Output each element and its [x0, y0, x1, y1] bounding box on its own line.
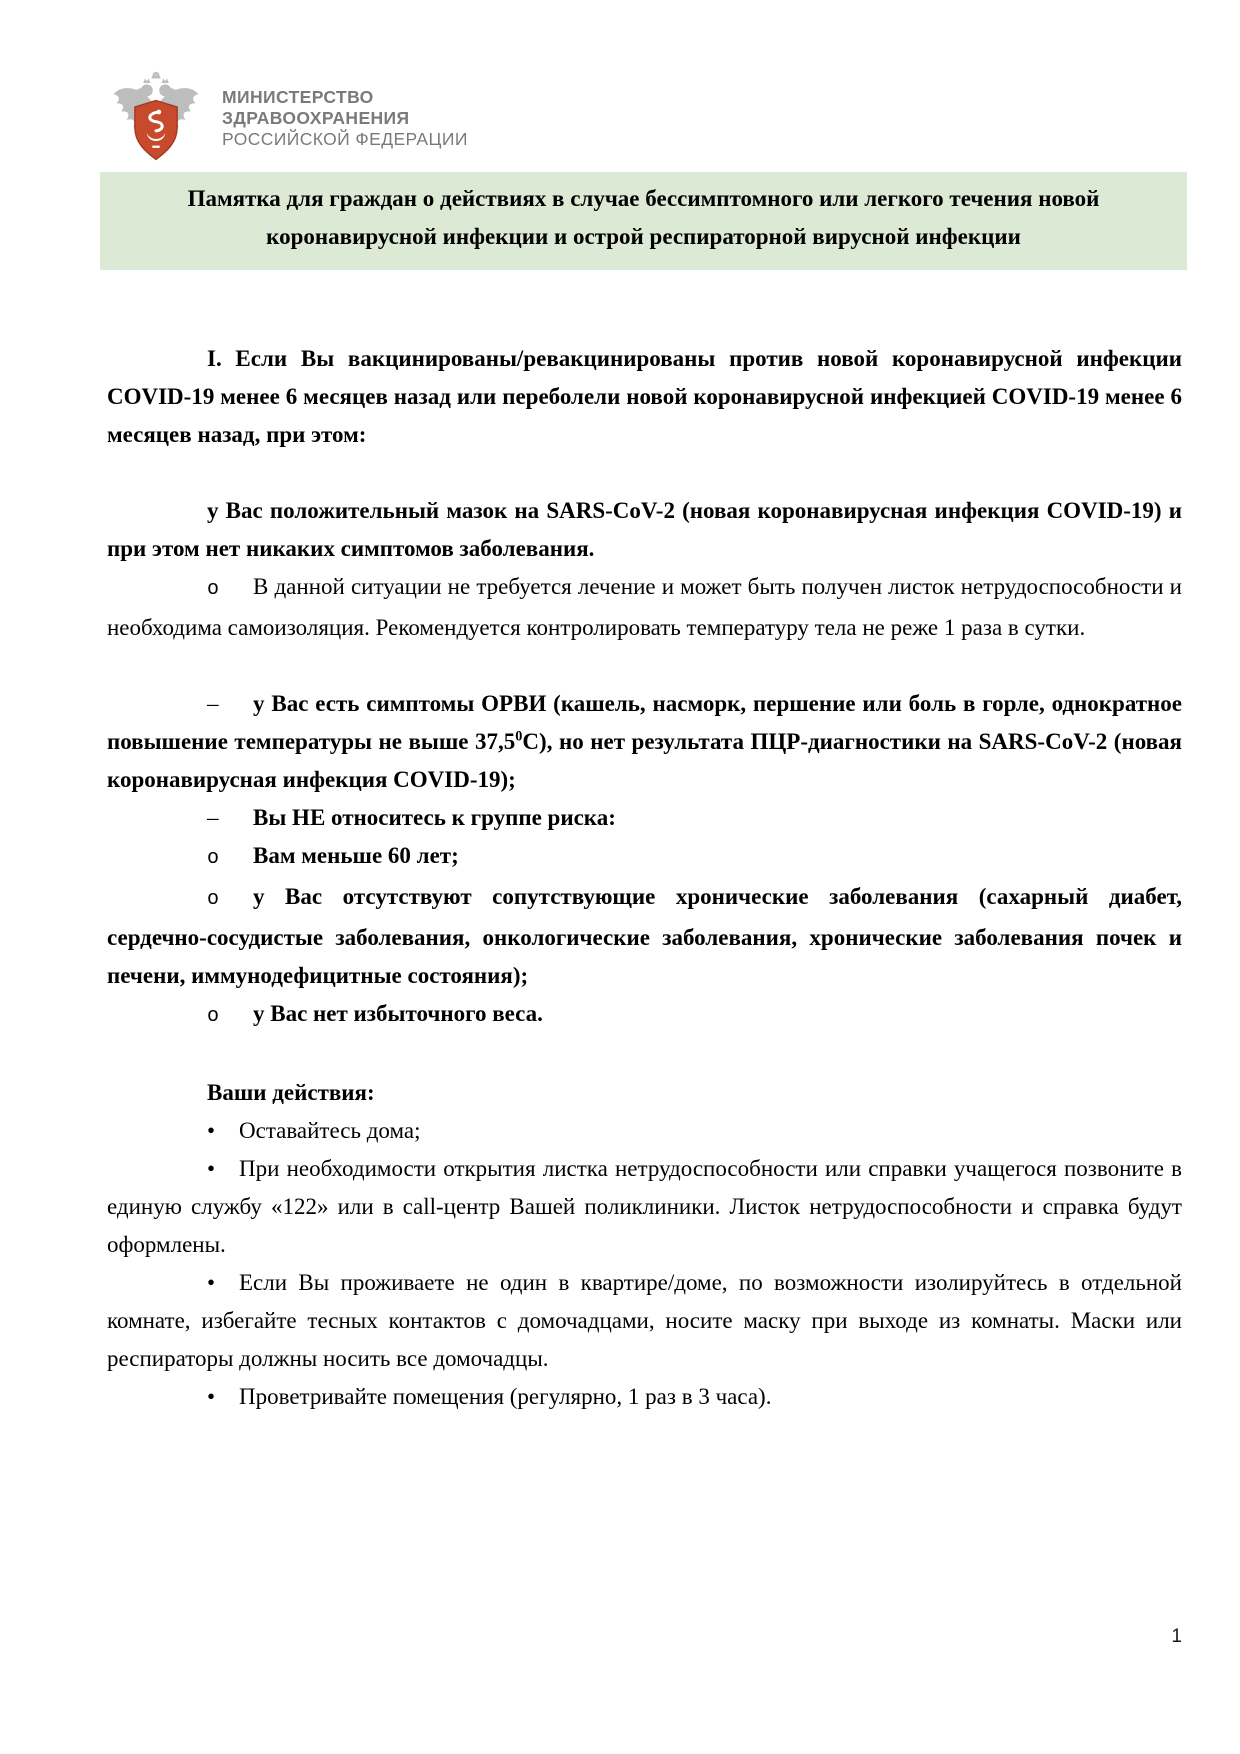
ministry-name [222, 87, 468, 150]
list-item-orvi-symptoms [107, 685, 1182, 799]
list-item-text: Если Вы проживаете не один в квартире/доме, по возможности изолируйтесь в отдельной комнате, избегайте тесных контактов с домочадцами, носите маску при выходе из комнаты. Маски или респираторы должны носить все домочадцы. [107, 1270, 1182, 1371]
ministry-logo [110, 70, 468, 166]
paragraph-gap [107, 454, 1182, 492]
circle-list-marker: o [207, 1005, 220, 1028]
document-body [107, 340, 1182, 1416]
list-item-text: у Вас отсутствуют сопутствующие хронические заболевания (сахарный диабет, сердечно-сосудистые заболевания, онкологические заболевания, хронические заболевания почек и печени, иммунодефицитные состояния); [107, 884, 1182, 988]
health-ministry-emblem-icon [110, 70, 202, 166]
list-item-no-overweight [107, 995, 1182, 1036]
list-item-no-chronic-diseases [107, 878, 1182, 995]
list-item-ventilate [107, 1378, 1182, 1416]
bullet-list-marker: • [207, 1270, 216, 1295]
paragraph-positive-swab [107, 492, 1182, 568]
list-item-text: При необходимости открытия листка нетрудоспособности или справки учащегося позвоните в единую службу «122» или в call-центр Вашей поликлиники. Листок нетрудоспособности и справка будут оформлены. [107, 1156, 1182, 1257]
list-item-text: Вы НЕ относитесь к группе риска: [253, 805, 616, 830]
list-item-text: С), но нет результата ПЦР-диагностики на SARS-CoV-2 (новая коронавирусная инфекция COVID-19); [107, 729, 1182, 792]
circle-list-marker: o [207, 578, 220, 601]
ministry-name-line2: ЗДРАВООХРАНЕНИЯ [222, 107, 410, 128]
list-item-text: у Вас есть симптомы ОРВИ (кашель, насморк, першение или боль в горле, однократное повышение температуры не выше 37,5 [107, 691, 1182, 754]
actions-heading [107, 1074, 1182, 1112]
paragraph-text: у Вас положительный мазок на SARS-CoV-2 (новая коронавирусная инфекция COVID-19) и при этом нет никаких симптомов заболевания. [107, 498, 1182, 561]
list-item-text: Оставайтесь дома; [239, 1118, 421, 1143]
list-item-stay-home [107, 1112, 1182, 1150]
bullet-list-marker: • [207, 1118, 216, 1143]
paragraph-gap [107, 647, 1182, 685]
list-item-text: Проветривайте помещения (регулярно, 1 раз в 3 часа). [239, 1384, 772, 1409]
paragraph-vaccinated-intro [107, 340, 1182, 454]
ministry-name-line1: МИНИСТЕРСТВО [222, 86, 374, 107]
list-item-text: В данной ситуации не требуется лечение и может быть получен листок нетрудоспособности и необходима самоизоляция. Рекомендуется контролировать температуру тела не реже 1 раза в сутки. [107, 574, 1182, 640]
circle-list-marker: o [207, 888, 220, 911]
degree-superscript: 0 [515, 728, 523, 745]
list-item-call-122 [107, 1150, 1182, 1264]
list-item-isolate [107, 1264, 1182, 1378]
bullet-list-marker: • [207, 1384, 216, 1409]
paragraph-gap [107, 1036, 1182, 1074]
bullet-list-marker: • [207, 1156, 216, 1181]
list-item-text: у Вас нет избыточного веса. [253, 1001, 543, 1026]
dash-list-marker: – [207, 691, 219, 716]
document-title: Памятка для граждан о действиях в случае бессимптомного или легкого течения новой коронавирусной инфекции и острой респираторной вирусной инфекции [100, 172, 1187, 270]
circle-list-marker: o [207, 847, 220, 870]
list-item-under-60 [107, 837, 1182, 878]
list-item-no-treatment [107, 568, 1182, 647]
dash-list-marker: – [207, 805, 219, 830]
list-item-text: Вам меньше 60 лет; [253, 843, 459, 868]
page-number: 1 [1171, 1626, 1182, 1647]
paragraph-text: I. Если Вы вакцинированы/ревакцинированы против новой коронавирусной инфекции COVID-19 менее 6 месяцев назад или переболели новой коронавирусной инфекцией COVID-19 менее 6 месяцев назад, при этом: [107, 346, 1182, 447]
heading-text: Ваши действия: [207, 1080, 375, 1105]
list-item-not-risk-group [107, 799, 1182, 837]
ministry-name-line3: РОССИЙСКОЙ ФЕДЕРАЦИИ [222, 128, 468, 149]
